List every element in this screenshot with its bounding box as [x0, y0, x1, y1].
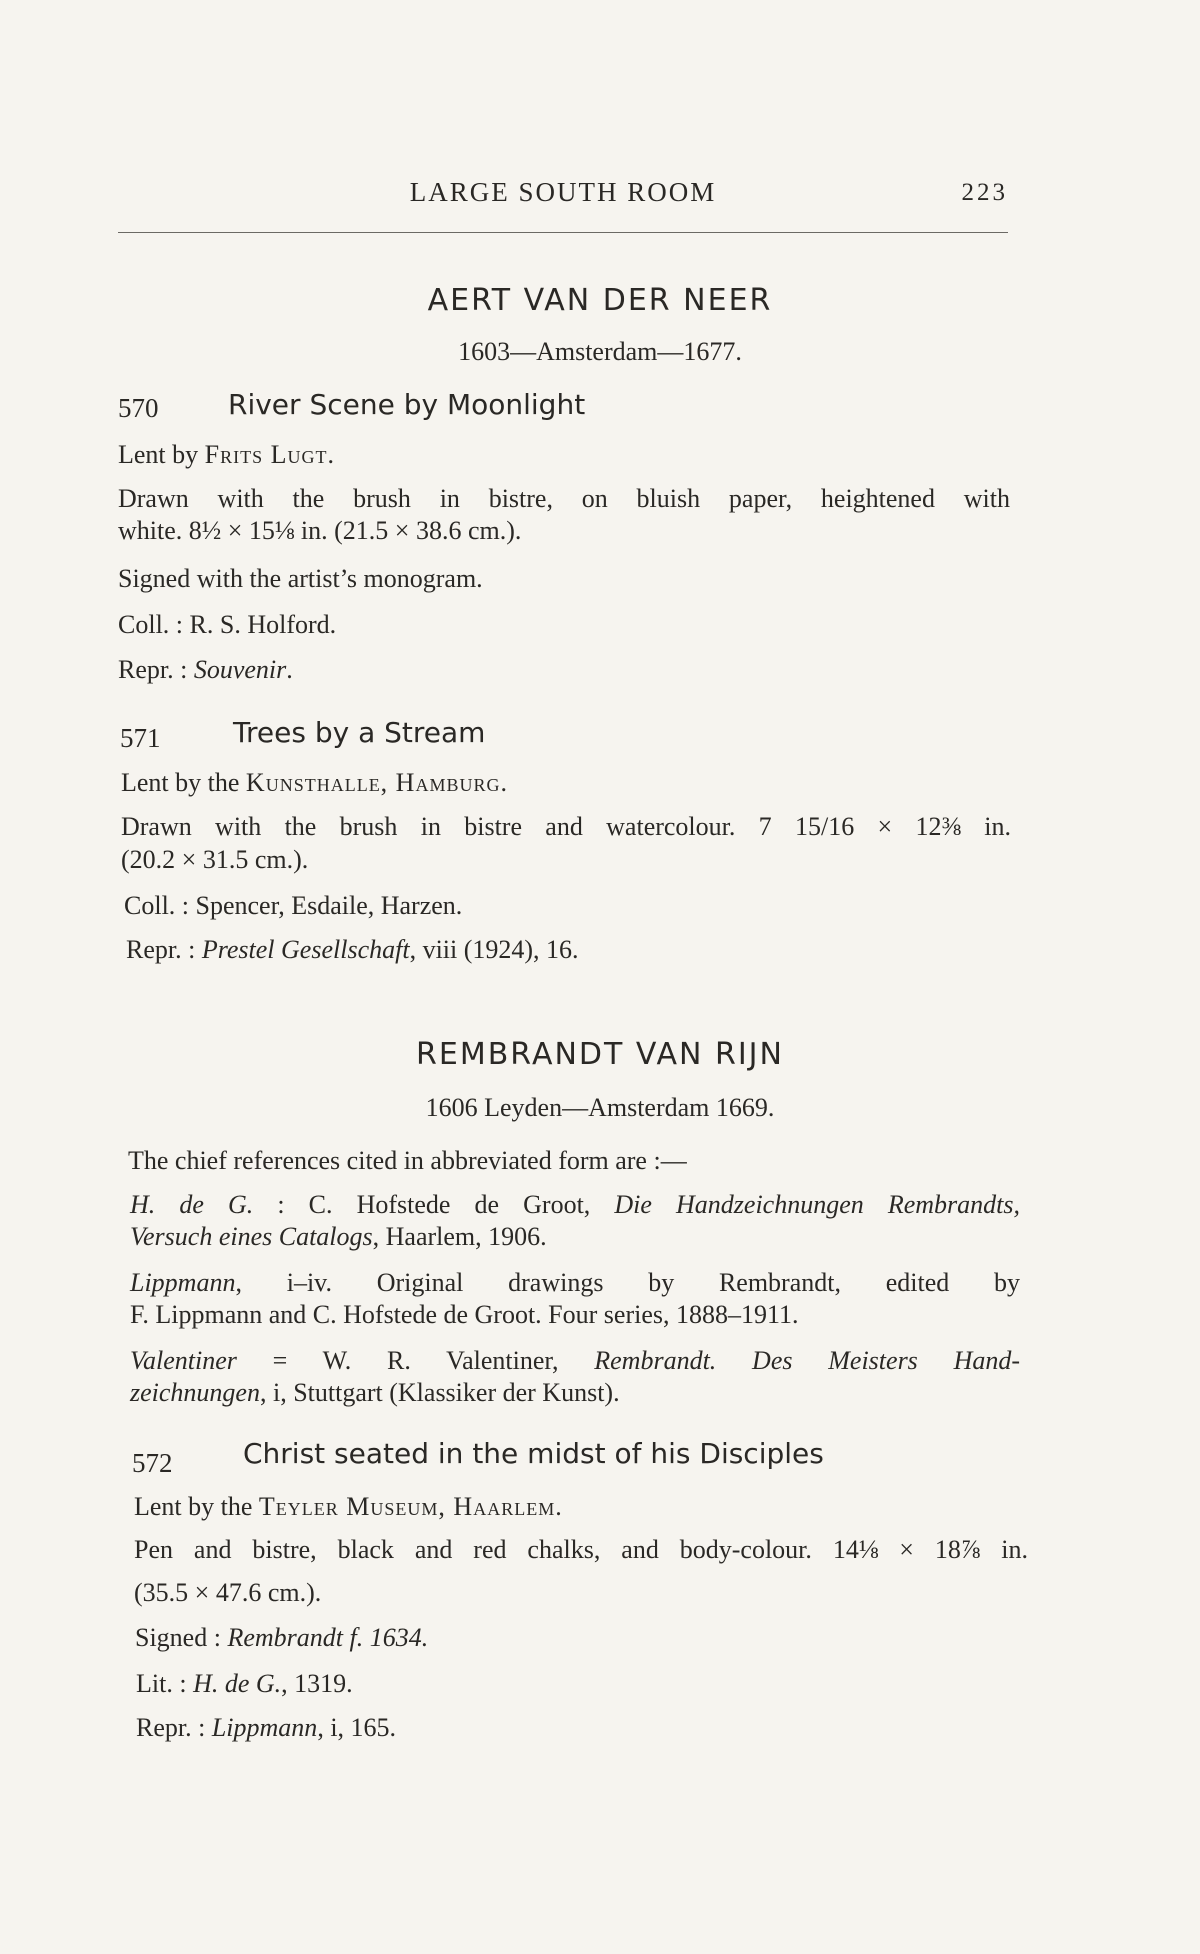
medium-line: (20.2 × 31.5 cm.). — [121, 845, 309, 874]
entry-title: River Scene by Moonlight — [228, 388, 586, 421]
reference-title: zeichnungen — [130, 1378, 260, 1407]
lent-by-line — [121, 768, 507, 798]
reference-text: i–iv. Original drawings by Rembrandt, edited by — [286, 1268, 1020, 1297]
repr-rest: , i, 165. — [317, 1713, 397, 1742]
repr-label: Repr. : — [126, 935, 196, 964]
running-title: LARGE SOUTH ROOM — [409, 177, 717, 207]
lit-rest: , 1319. — [281, 1669, 353, 1698]
reproduction-line — [126, 935, 579, 965]
page-number: 223 — [961, 179, 1008, 206]
reference-line — [130, 1190, 1020, 1220]
artist-heading: AERT VAN DER NEER — [427, 283, 773, 318]
reference-abbr: Lippmann — [130, 1268, 236, 1297]
repr-rest: . — [286, 655, 293, 684]
reference-abbr: Valentiner — [130, 1346, 237, 1375]
catalogue-number: 571 — [120, 723, 161, 753]
lender-name: Frits Lugt — [204, 440, 328, 469]
signed-line: Signed with the artist’s monogram. — [118, 564, 483, 593]
lent-by-line — [118, 440, 334, 470]
repr-title: Lippmann — [211, 1713, 318, 1742]
artist-dates: 1606 Leyden—Amsterdam 1669. — [425, 1093, 775, 1122]
reference-line — [130, 1378, 620, 1408]
reference-title: Versuch eines Catalogs — [130, 1222, 373, 1251]
medium-line: Drawn with the brush in bistre and watercolour. 7 15/16 × 12⅜ in. — [121, 812, 1011, 841]
artist-heading: REMBRANDT VAN RIJN — [416, 1037, 784, 1072]
reference-line — [130, 1222, 547, 1252]
repr-title: Prestel Gesellschaft — [201, 935, 410, 964]
reference-sep: : — [253, 1190, 309, 1219]
lent-suffix: . — [327, 440, 334, 469]
reference-sep: , — [235, 1268, 287, 1297]
lent-by-line — [134, 1492, 562, 1522]
reference-text: W. R. Valentiner, — [322, 1346, 595, 1375]
reference-line — [130, 1268, 1020, 1298]
medium-line: Pen and bistre, black and red chalks, and body-colour. 14⅛ × 18⅞ in. — [134, 1535, 1028, 1564]
reproduction-line — [136, 1713, 396, 1743]
collection-line: Coll. : R. S. Holford. — [118, 610, 337, 639]
reference-line: F. Lippmann and C. Hofstede de Groot. Four series, 1888–1911. — [130, 1300, 799, 1329]
reference-line — [130, 1346, 1020, 1376]
lender-name: Kunsthalle, Hamburg — [245, 768, 501, 797]
reference-title: Die Handzeichnungen Rembrandts, — [614, 1190, 1020, 1219]
entry-title: Christ seated in the midst of his Disciples — [243, 1437, 824, 1470]
literature-line — [136, 1669, 353, 1699]
lent-prefix: Lent by the — [134, 1492, 253, 1521]
running-head — [118, 172, 1008, 233]
reference-abbr: H. de G. — [130, 1190, 254, 1219]
signed-value: Rembrandt f. 1634. — [227, 1623, 429, 1652]
artist-dates: 1603—Amsterdam—1677. — [458, 337, 742, 366]
reference-text: C. Hofstede de Groot, — [308, 1190, 615, 1219]
repr-title: Souvenir — [193, 655, 287, 684]
reference-text: , i, Stuttgart (Klassiker der Kunst). — [259, 1378, 620, 1407]
medium-line: Drawn with the brush in bistre, on bluish paper, heightened with — [118, 484, 1010, 513]
lent-prefix: Lent by — [118, 440, 199, 469]
references-intro: The chief references cited in abbreviated form are :— — [128, 1146, 687, 1175]
repr-rest: , viii (1924), 16. — [409, 935, 579, 964]
lit-abbr: H. de G. — [193, 1669, 282, 1698]
lender-name: Teyler Museum, Haarlem — [258, 1492, 556, 1521]
entry-title: Trees by a Stream — [233, 716, 486, 749]
collection-line: Coll. : Spencer, Esdaile, Harzen. — [124, 891, 463, 920]
reference-text: , Haarlem, 1906. — [372, 1222, 547, 1251]
repr-label: Repr. : — [118, 655, 188, 684]
repr-label: Repr. : — [136, 1713, 206, 1742]
catalogue-number: 570 — [118, 393, 159, 423]
reproduction-line — [118, 655, 293, 685]
medium-line: white. 8½ × 15⅛ in. (21.5 × 38.6 cm.). — [118, 516, 522, 545]
medium-line: (35.5 × 47.6 cm.). — [134, 1578, 322, 1607]
lent-suffix: . — [500, 768, 507, 797]
catalogue-number: 572 — [132, 1448, 173, 1478]
lit-label: Lit. : — [136, 1669, 187, 1698]
lent-prefix: Lent by the — [121, 768, 240, 797]
signed-line — [135, 1623, 428, 1653]
signed-label: Signed : — [135, 1623, 221, 1652]
reference-sep: = — [236, 1346, 323, 1375]
reference-title: Rembrandt. Des Meisters Hand- — [594, 1346, 1021, 1375]
lent-suffix: . — [555, 1492, 562, 1521]
